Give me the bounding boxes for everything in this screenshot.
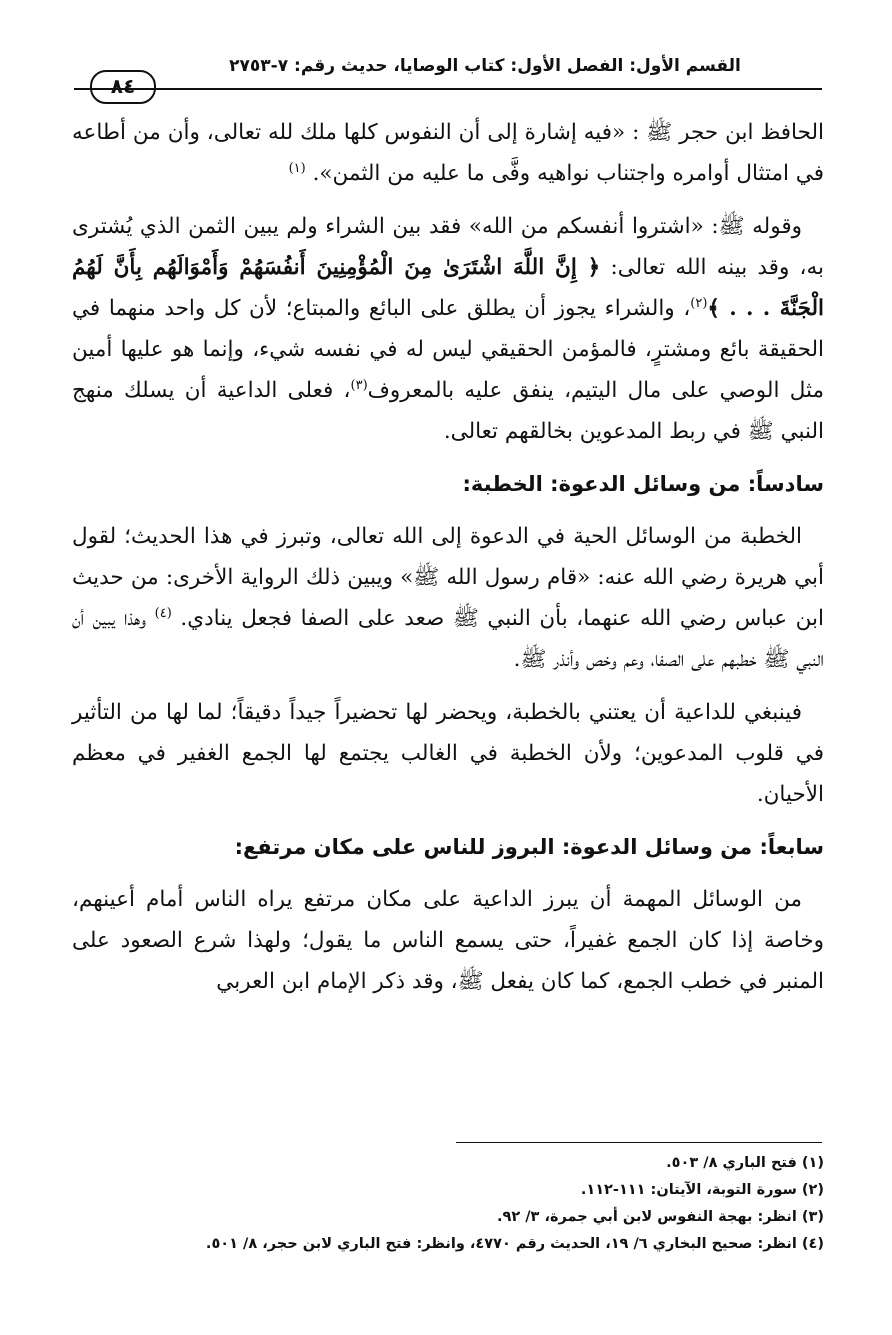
quran-verse: ﴿ إِنَّ اللَّهَ اشْتَرَىٰ مِنَ الْمُؤْمِنِينَ أَنفُسَهُمْ وَأَمْوَالَهُم بِأَنَّ لَهُمُ الْجَنَّةَ . . . ﴾ — [72, 255, 824, 321]
footnotes — [72, 1150, 824, 1258]
footnote-ref-1: (١) — [288, 160, 306, 176]
section-heading-7: سابعاً: من وسائل الدعوة: البروز للناس على مكان مرتفع: — [234, 835, 824, 859]
paragraph-3-text-a: الخطبة من الوسائل الحية في الدعوة إلى الله تعالى، وتبرز في هذا الحديث؛ لقول أبي هريرة رضي الله عنه: «قام رسول الله ﷺ» ويبين ذلك الرواية الأخرى: من حديث ابن عباس رضي الله عنهما، بأن النبي ﷺ صعد على الصفا فجعل ينادي. — [72, 524, 824, 631]
page-header — [80, 56, 820, 98]
footnote-ref-2: (٢) — [690, 295, 708, 311]
paragraph-2-text-a: وقوله ﷺ: «اشتروا أنفسكم من الله» فقد بين الشراء ولم يبين الثمن الذي يُشترى به، وقد بينه الله تعالى: — [72, 214, 824, 280]
page-number: ٨٤ — [90, 70, 156, 104]
paragraph-1 — [72, 112, 824, 194]
paragraph-5: من الوسائل المهمة أن يبرز الداعية على مكان مرتفع يراه الناس أمام أعينهم، وخاصة إذا كان الجمع غفيراً، حتى يسمع الناس ما يقول؛ ولهذا شرع الصعود على المنبر في خطب الجمع، كما كان يفعل ﷺ، وقد ذكر الإمام ابن العربي — [72, 887, 824, 994]
footnote-divider — [456, 1142, 822, 1143]
paragraph-2-text-b: ، والشراء يجوز أن يطلق على البائع والمبتاع؛ لأن كل واحد منهما في الحقيقة بائع ومشترٍ، فالمؤمن الحقيقي ليس له في نفسه شيء، وإنما هو عليها أمين مثل الوصي على مال اليتيم، ينفق عليه بالمعروف — [72, 296, 824, 403]
paragraph-4: فينبغي للداعية أن يعتني بالخطبة، ويحضر لها تحضيراً جيداً دقيقاً؛ لما لها من التأثير في قلوب المدعوين؛ ولأن الخطبة في الغالب يجتمع لها الجمع الغفير في معظم الأحيان. — [72, 700, 824, 807]
paragraph-2-text-c: ، فعلى الداعية أن يسلك منهج النبي ﷺ في ربط المدعوين بخالقهم تعالى. — [72, 378, 824, 444]
running-title: القسم الأول: الفصل الأول: كتاب الوصايا، حديث رقم: ٧-٢٧٥٣ — [229, 56, 741, 76]
footnote-ref-4: (٤) — [154, 605, 172, 621]
main-text — [72, 112, 824, 1014]
paragraph-3-text-b: وهذا يبين أن النبي ﷺ خطبهم على الصفا، وعم وخص وأنذر ﷺ. — [72, 606, 824, 672]
footnote-3: (٣) انظر: بهجة النفوس لابن أبي جمرة، ٣/ ٩٢. — [496, 1209, 824, 1225]
paragraph-3 — [72, 516, 824, 680]
footnote-4: (٤) انظر: صحيح البخاري ٦/ ١٩، الحديث رقم ٤٧٧٠، وانظر: فتح الباري لابن حجر، ٨/ ٥٠١. — [205, 1236, 824, 1252]
footnote-1: (١) فتح الباري ٨/ ٥٠٣. — [666, 1155, 824, 1171]
header-divider — [74, 88, 822, 90]
paragraph-1-text: الحافظ ابن حجر ﷺ : «فيه إشارة إلى أن النفوس كلها ملك لله تعالى، وأن من أطاعه في امتثال أوامره واجتناب نواهيه وفَّى ما عليه من الثمن». — [72, 120, 824, 186]
paragraph-2 — [72, 206, 824, 452]
section-heading-6: سادساً: من وسائل الدعوة: الخطبة: — [462, 472, 824, 496]
footnote-2: (٢) سورة التوبة، الآيتان: ١١١-١١٢. — [580, 1182, 824, 1198]
footnote-ref-3: (٣) — [350, 377, 368, 393]
